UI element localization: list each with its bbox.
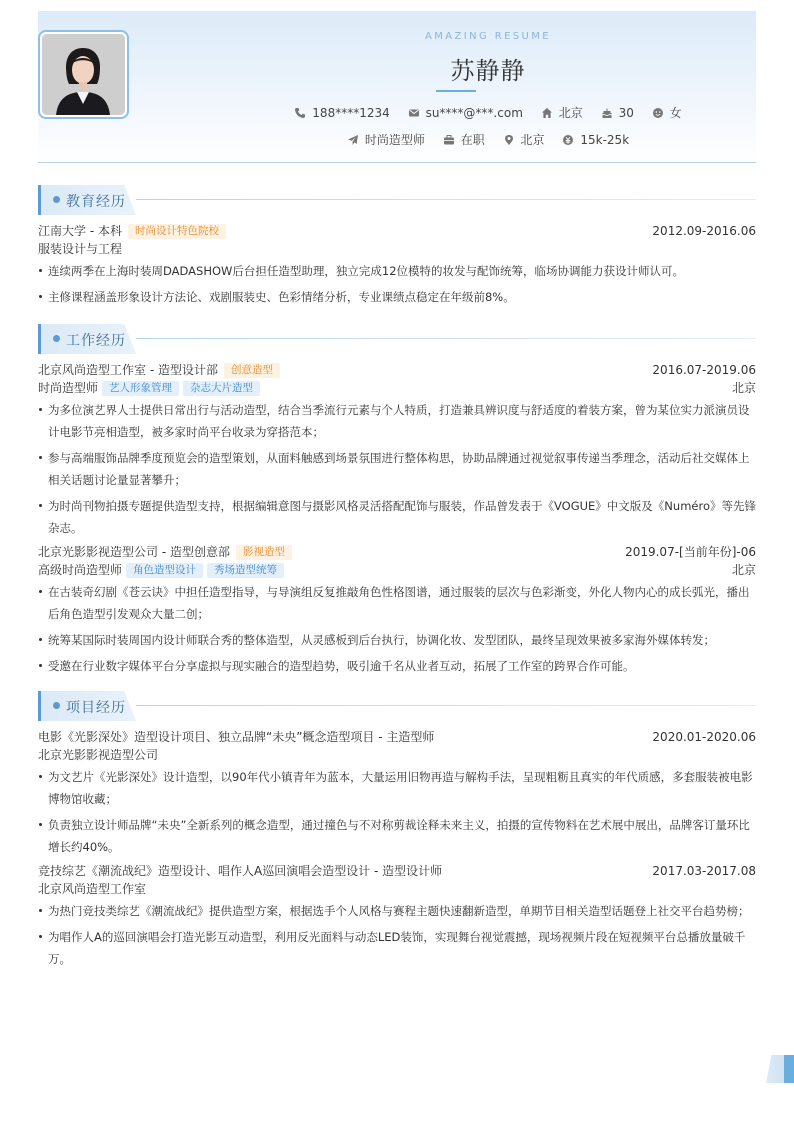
salary-info bbox=[562, 133, 629, 147]
bullet-item: 为唱作人A的巡回演唱会打造光影互动造型，利用反光面料与动态LED装饰，实现舞台视觉震撼，现场视频片段在短视频平台总播放量破千万。 bbox=[38, 926, 756, 970]
skill-tag: 艺人形象管理 bbox=[102, 381, 179, 396]
bullet-item: 为多位演艺界人士提供日常出行与活动造型，结合当季流行元素与个人特质，打造兼具辨识度与舒适度的着装方案，曾为某位实力派演员设计电影节亮相造型，被多家时尚平台收录为穿搭范本； bbox=[38, 399, 756, 443]
bullet-item: 参与高端服饰品牌季度预览会的造型策划，从面料触感到场景氛围进行整体构思，协助品牌通过视觉叙事传递当季理念，活动后社交媒体上相关话题讨论量显著攀升； bbox=[38, 447, 756, 491]
home-city-info bbox=[541, 104, 583, 121]
entry-header-row bbox=[38, 222, 756, 240]
org-tag: 影视造型 bbox=[236, 545, 292, 560]
location-pin-icon bbox=[503, 134, 515, 146]
school-tag: 时尚设计特色院校 bbox=[128, 224, 226, 239]
gender-value: 女 bbox=[669, 106, 682, 120]
resume-tagline: AMAZING RESUME bbox=[425, 31, 551, 42]
project-entry bbox=[38, 728, 756, 858]
email-value: su****@***.com bbox=[425, 105, 523, 120]
work-city: 北京 bbox=[731, 563, 756, 577]
skill-tag: 杂志大片造型 bbox=[183, 381, 260, 396]
home-icon bbox=[541, 107, 553, 119]
money-icon bbox=[562, 134, 574, 146]
entry-header-row bbox=[38, 361, 756, 379]
entry-bullets bbox=[38, 581, 756, 677]
bullet-item: 统筹某国际时装周国内设计师联合秀的整体造型，从灵感板到后台执行，协调化妆、发型团队，最终呈现效果被多家海外媒体转发； bbox=[38, 629, 756, 651]
role-row bbox=[38, 379, 756, 397]
briefcase-icon bbox=[443, 134, 455, 146]
bullet-item: 为文艺片《光影深处》设计造型，以90年代小镇青年为蓝本，大量运用旧物再造与解构手法，呈现粗粝且真实的年代质感，多套服装被电影博物馆收藏； bbox=[38, 766, 756, 810]
bullet-item: 为时尚刊物拍摄专题提供造型支持，根据编辑意图与摄影风格灵活搭配配饰与服装，作品曾发表于《VOGUE》中文版及《Numéro》等先锋杂志。 bbox=[38, 495, 756, 539]
age-value: 30 bbox=[618, 105, 634, 120]
company-row bbox=[38, 746, 756, 764]
project-name: 竞技综艺《潮流战纪》造型设计、唱作人A巡回演唱会造型设计 - 造型设计师 bbox=[38, 864, 443, 878]
corner-decoration bbox=[766, 1055, 794, 1083]
role-name: 时尚造型师 bbox=[38, 381, 99, 395]
bullet-item: 连续两季在上海时装周DADASHOW后台担任造型助理，独立完成12位模特的妆发与配饰统筹，临场协调能力获设计师认可。 bbox=[38, 260, 756, 282]
job-title-value: 时尚造型师 bbox=[364, 133, 425, 147]
contact-row bbox=[38, 104, 794, 121]
resume-header bbox=[38, 11, 756, 163]
entry-period: 2016.07-2019.06 bbox=[652, 363, 756, 377]
entry-bullets bbox=[38, 260, 756, 308]
mail-icon bbox=[408, 107, 420, 119]
section-dot bbox=[53, 196, 60, 203]
section-dot bbox=[53, 702, 60, 709]
bullet-item: 主修课程涵盖形象设计方法论、戏剧服装史、色彩情绪分析，专业课绩点稳定在年级前8%。 bbox=[38, 286, 756, 308]
send-icon bbox=[347, 134, 359, 146]
section-title: 工作经历 bbox=[66, 333, 126, 349]
school-name: 江南大学 - 本科 bbox=[38, 224, 122, 238]
work-city: 北京 bbox=[731, 381, 756, 395]
bullet-item: 受邀在行业数字媒体平台分享虚拟与现实融合的造型趋势，吸引逾千名从业者互动，拓展了工作室的跨界合作可能。 bbox=[38, 655, 756, 677]
entry-period: 2012.09-2016.06 bbox=[652, 224, 756, 238]
phone-info bbox=[294, 106, 389, 120]
education-section bbox=[38, 185, 756, 312]
location-value: 北京 bbox=[520, 133, 545, 147]
phone-icon bbox=[294, 107, 306, 119]
section-header bbox=[38, 185, 756, 215]
cake-icon bbox=[601, 107, 613, 119]
entry-header-row bbox=[38, 543, 756, 561]
org-tag: 创意造型 bbox=[224, 363, 280, 378]
section-divider bbox=[136, 338, 756, 339]
home-city-value: 北京 bbox=[558, 106, 583, 120]
entry-header-row bbox=[38, 728, 756, 746]
job-intent-row bbox=[38, 131, 794, 148]
entry-header-row bbox=[38, 862, 756, 880]
bullet-item: 负责独立设计师品牌“未央”全新系列的概念造型，通过撞色与不对称剪裁诠释未来主义，拍摄的宣传物料在艺术展中展出，品牌客订量环比增长约40%。 bbox=[38, 814, 756, 858]
job-title-info bbox=[347, 131, 425, 148]
skill-tag: 角色造型设计 bbox=[126, 563, 203, 578]
section-header bbox=[38, 691, 756, 721]
project-entry bbox=[38, 862, 756, 970]
age-info bbox=[601, 106, 634, 120]
section-dot bbox=[53, 335, 60, 342]
section-title: 项目经历 bbox=[66, 700, 126, 716]
project-company: 北京风尚造型工作室 bbox=[38, 882, 147, 896]
gender-icon bbox=[652, 107, 664, 119]
section-divider bbox=[136, 705, 756, 706]
phone-value: 188****1234 bbox=[312, 105, 390, 120]
section-divider bbox=[136, 199, 756, 200]
entry-period: 2020.01-2020.06 bbox=[652, 730, 756, 744]
skill-tag: 秀场造型统筹 bbox=[207, 563, 284, 578]
candidate-name: 苏静静 bbox=[450, 57, 526, 85]
status-info bbox=[443, 131, 485, 148]
entry-period: 2019.07-[当前年份]-06 bbox=[625, 545, 756, 559]
work-entry bbox=[38, 361, 756, 539]
gender-info bbox=[652, 104, 682, 121]
entry-bullets bbox=[38, 766, 756, 858]
work-entry bbox=[38, 543, 756, 677]
project-name: 电影《光影深处》造型设计项目、独立品牌“未央”概念造型项目 - 主造型师 bbox=[38, 730, 435, 744]
entry-period: 2017.03-2017.08 bbox=[652, 864, 756, 878]
projects-section bbox=[38, 691, 756, 974]
organization-name: 北京光影影视造型公司 - 造型创意部 bbox=[38, 545, 230, 559]
entry-bullets bbox=[38, 900, 756, 970]
bullet-item: 在古装奇幻剧《苍云诀》中担任造型指导，与导演组反复推敲角色性格图谱，通过服装的层次与色彩渐变，外化人物内心的成长弧光，播出后角色造型引发观众大量二创； bbox=[38, 581, 756, 625]
status-value: 在职 bbox=[460, 133, 485, 147]
education-entry bbox=[38, 222, 756, 308]
location-info bbox=[503, 131, 545, 148]
entry-bullets bbox=[38, 399, 756, 539]
work-section bbox=[38, 324, 756, 681]
project-company: 北京光影影视造型公司 bbox=[38, 748, 159, 762]
company-row bbox=[38, 880, 756, 898]
role-row bbox=[38, 561, 756, 579]
organization-name: 北京风尚造型工作室 - 造型设计部 bbox=[38, 363, 218, 377]
major-name: 服装设计与工程 bbox=[38, 242, 123, 256]
section-title: 教育经历 bbox=[66, 194, 126, 210]
salary-value: 15k-25k bbox=[580, 132, 630, 147]
bullet-item: 为热门竞技类综艺《潮流战纪》提供造型方案，根据选手个人风格与赛程主题快速翻新造型，单期节目相关造型话题登上社交平台趋势榜； bbox=[38, 900, 756, 922]
section-header bbox=[38, 324, 756, 354]
email-info bbox=[408, 106, 523, 120]
role-name: 高级时尚造型师 bbox=[38, 563, 123, 577]
name-underline bbox=[436, 90, 476, 92]
major-row bbox=[38, 240, 756, 258]
